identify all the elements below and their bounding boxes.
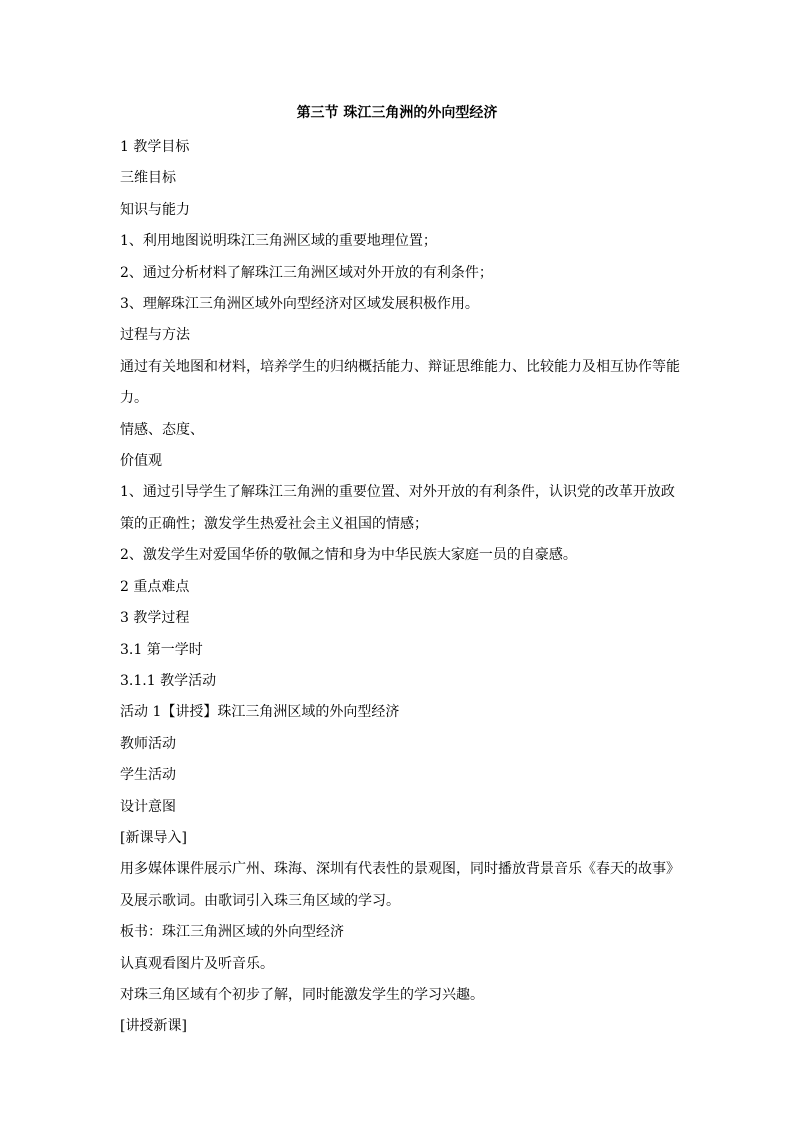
values-item-1: 1、通过引导学生了解珠江三角洲的重要位置、对外开放的有利条件，认识党的改革开放政策的正确性；激发学生热爱社会主义祖国的情感；	[120, 484, 675, 532]
design-intent-text: 对珠三角区域有个初步了解，同时能激发学生的学习兴趣。	[120, 986, 484, 1003]
goal-item-1: 1、利用地图说明珠江三角洲区域的重要地理位置；	[120, 233, 437, 250]
label-teacher-activity: 教师活动	[120, 735, 176, 752]
goal-item-2: 2、通过分析材料了解珠江三角洲区域对外开放的有利条件；	[120, 264, 493, 281]
values-item-2: 2、激发学生对爱国华侨的敬佩之情和身为中华民族大家庭一员的自豪感。	[120, 547, 577, 564]
section-new-lesson-intro: [新课导入]	[120, 829, 187, 846]
heading-process-method: 过程与方法	[120, 327, 190, 344]
heading-teaching-goals: 1 教学目标	[120, 139, 190, 155]
label-student-activity: 学生活动	[120, 767, 176, 784]
student-action-text: 认真观看图片及听音乐。	[120, 955, 274, 972]
document-title: 第三节 珠江三角洲的外向型经济	[296, 105, 498, 121]
heading-first-lesson: 3.1 第一学时	[120, 641, 203, 658]
label-design-intent: 设计意图	[120, 798, 176, 815]
activity-1-title: 活动 1【讲授】珠江三角洲区域的外向型经济	[120, 704, 400, 721]
heading-emotion-attitude: 情感、态度、	[120, 421, 204, 438]
blackboard-note: 板书：珠江三角洲区域的外向型经济	[120, 924, 344, 941]
process-method-text: 通过有关地图和材料，培养学生的归纳概括能力、辩证思维能力、比较能力及相互协作等能力。	[120, 358, 680, 407]
heading-three-dimension-goals: 三维目标	[120, 170, 176, 187]
document-body	[120, 132, 680, 1043]
heading-teaching-activities: 3.1.1 教学活动	[120, 672, 217, 689]
heading-values: 价值观	[120, 453, 162, 470]
goal-item-3: 3、理解珠江三角洲区域外向型经济对区域发展积极作用。	[120, 296, 479, 313]
heading-key-difficulties: 2 重点难点	[120, 578, 190, 595]
heading-knowledge-ability: 知识与能力	[120, 201, 190, 218]
heading-teaching-process: 3 教学过程	[120, 610, 190, 627]
section-teach-new-lesson: [讲授新课]	[120, 1018, 187, 1035]
intro-text: 用多媒体课件展示广州、珠海、深圳有代表性的景观图，同时播放背景音乐《春天的故事》及展示歌词。由歌词引入珠三角区域的学习。	[120, 861, 680, 909]
